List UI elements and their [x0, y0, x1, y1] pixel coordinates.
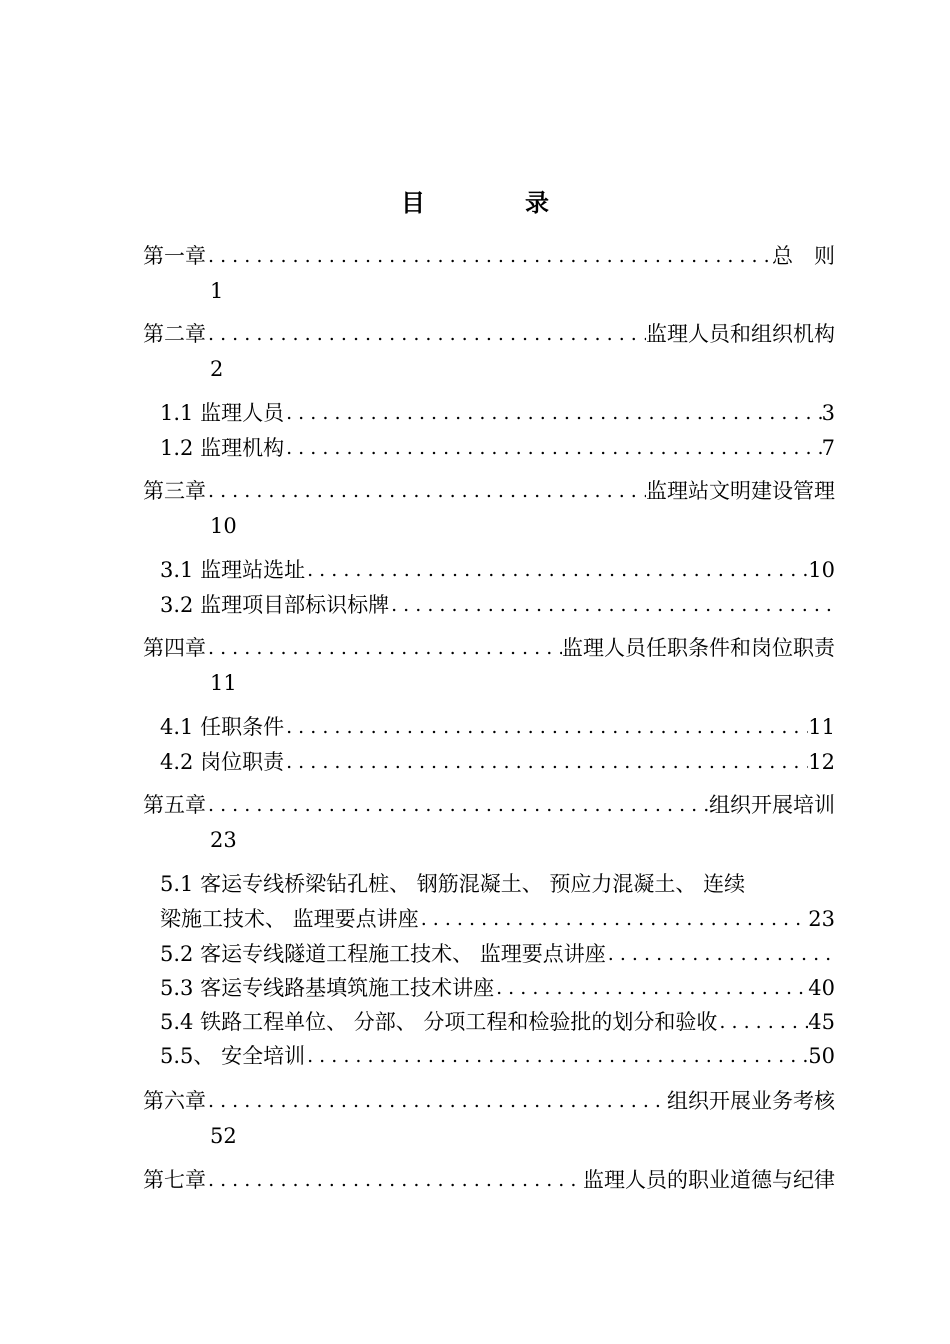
- toc-title: 目 录: [401, 188, 587, 217]
- dot-leader: [389, 589, 835, 621]
- dot-leader: [206, 632, 562, 664]
- page-number: 11: [808, 715, 835, 739]
- section-label: 4.2 岗位职责: [160, 750, 285, 774]
- section-label: 3.2 监理项目部标识标牌: [160, 593, 390, 617]
- toc-entry-ch3[interactable]: [143, 475, 835, 507]
- chapter-title: 监理人员和组织机构: [646, 322, 835, 346]
- toc-entry-ch6[interactable]: [143, 1085, 835, 1117]
- page-number: 11: [210, 671, 237, 695]
- section-label: 4.1 任职条件: [160, 715, 285, 739]
- toc-entry-s3-1[interactable]: [160, 554, 835, 586]
- dot-leader: [206, 789, 709, 821]
- dot-leader: [284, 432, 822, 464]
- dot-leader: [206, 318, 646, 350]
- dot-leader: [206, 475, 646, 507]
- dot-leader: [284, 397, 822, 429]
- toc-entry-s5-5[interactable]: [160, 1040, 835, 1072]
- page-number: 23: [808, 907, 835, 931]
- toc-entry-s5-3[interactable]: [160, 972, 835, 1004]
- toc-entry-s3-2[interactable]: [160, 589, 835, 621]
- dot-leader: [419, 903, 809, 935]
- dot-leader: [206, 1164, 583, 1196]
- chapter-label: 第四章: [143, 636, 206, 660]
- toc-entry-s1-2[interactable]: [160, 432, 835, 464]
- section-label: 5.3 客运专线路基填筑施工技术讲座: [160, 976, 495, 1000]
- section-label: 5.5、 安全培训: [160, 1044, 306, 1068]
- chapter-title: 总 则: [772, 244, 835, 268]
- toc-entry-s5-1[interactable]: [160, 903, 835, 935]
- section-label: 1.1 监理人员: [160, 401, 285, 425]
- chapter-label: 第六章: [143, 1089, 206, 1113]
- dot-leader: [284, 746, 808, 778]
- toc-entry-s5-2[interactable]: [160, 938, 835, 970]
- dot-leader: [284, 711, 808, 743]
- section-label: 3.1 监理站选址: [160, 558, 306, 582]
- dot-leader: [206, 240, 772, 272]
- dot-leader: [606, 938, 835, 970]
- toc-entry-s5-4[interactable]: [160, 1006, 835, 1038]
- toc-entry-ch5[interactable]: [143, 789, 835, 821]
- page-number: 45: [808, 1010, 835, 1034]
- chapter-label: 第一章: [143, 244, 206, 268]
- toc-entry-ch1[interactable]: [143, 240, 835, 272]
- page-number: 52: [210, 1124, 237, 1148]
- page-number: 40: [808, 976, 835, 1000]
- toc-entry-s4-2[interactable]: [160, 746, 835, 778]
- dot-leader: [305, 1040, 808, 1072]
- toc-entry-s1-1[interactable]: [160, 397, 835, 429]
- chapter-title: 监理站文明建设管理: [646, 479, 835, 503]
- page-number: 2: [210, 357, 224, 381]
- toc-entry-s5-1-line1[interactable]: 5.1 客运专线桥梁钻孔桩、 钢筋混凝土、 预应力混凝土、 连续: [160, 872, 746, 896]
- dot-leader: [206, 1085, 667, 1117]
- chapter-label: 第二章: [143, 322, 206, 346]
- page-number: 12: [808, 750, 835, 774]
- section-label: 1.2 监理机构: [160, 436, 285, 460]
- section-label: 5.2 客运专线隧道工程施工技术、 监理要点讲座: [160, 942, 606, 966]
- section-label: 5.4 铁路工程单位、 分部、 分项工程和检验批的划分和验收: [160, 1010, 718, 1034]
- toc-entry-ch2[interactable]: [143, 318, 835, 350]
- page-number: 50: [808, 1044, 835, 1068]
- toc-entry-ch4[interactable]: [143, 632, 835, 664]
- dot-leader: [494, 972, 808, 1004]
- page-number: 3: [821, 401, 835, 425]
- page-number: 23: [210, 828, 237, 852]
- page-number: 10: [210, 514, 237, 538]
- chapter-title: 监理人员的职业道德与纪律: [583, 1168, 835, 1192]
- dot-leader: [305, 554, 808, 586]
- chapter-title: 监理人员任职条件和岗位职责: [562, 636, 835, 660]
- page-number: 1: [210, 279, 224, 303]
- dot-leader: [717, 1006, 808, 1038]
- chapter-title: 组织开展业务考核: [667, 1089, 835, 1113]
- chapter-label: 第三章: [143, 479, 206, 503]
- page-number: 7: [821, 436, 835, 460]
- page-number: 10: [808, 558, 835, 582]
- chapter-label: 第七章: [143, 1168, 206, 1192]
- toc-entry-ch7[interactable]: [143, 1164, 835, 1196]
- section-label: 梁施工技术、 监理要点讲座: [160, 907, 419, 931]
- chapter-title: 组织开展培训: [709, 793, 835, 817]
- chapter-label: 第五章: [143, 793, 206, 817]
- toc-entry-s4-1[interactable]: [160, 711, 835, 743]
